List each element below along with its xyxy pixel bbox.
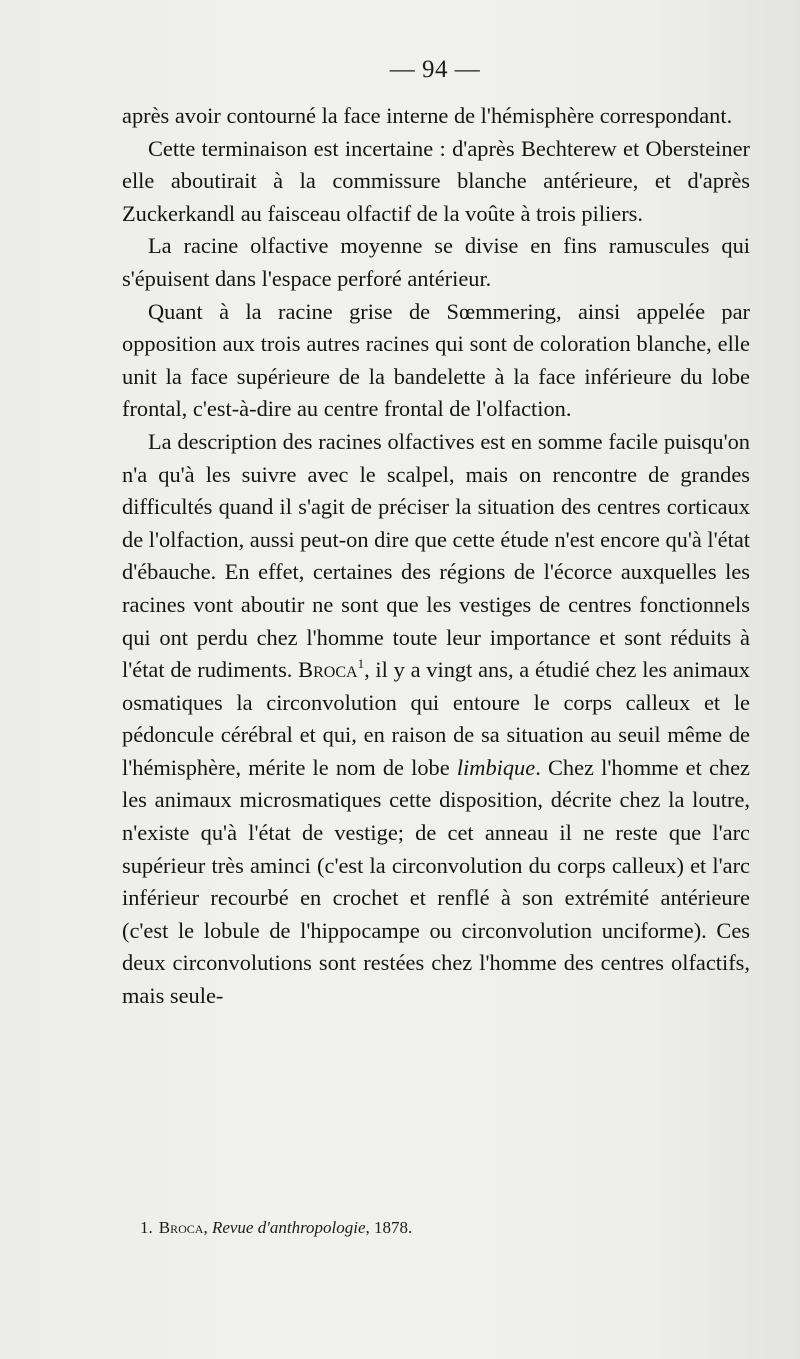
page-number: — 94 — xyxy=(389,56,481,83)
footnote-year: , 1878. xyxy=(365,1218,413,1237)
footnote-author: Broca xyxy=(158,1218,204,1237)
author-broca: Broca xyxy=(298,657,358,683)
footnote-separator: , xyxy=(203,1218,212,1237)
paragraph-2: Cette terminaison est incertaine : d'après Bechterew et Obersteiner elle aboutirait à la commissure blanche antérieure, et d'après Zuckerkandl au faisceau olfactif de la voûte à trois piliers. xyxy=(122,135,750,226)
paragraph-5-part-2: , il y a vingt ans, a étudié chez les animaux osmatiques la circonvolution qui entoure le corps calleux et le pédoncule cérébral et qui, en raison de sa situation au seuil même de l'hémisphère, mérite le nom de lobe xyxy=(122,657,751,780)
italic-term-limbique: limbique xyxy=(456,754,536,780)
footnote xyxy=(140,1218,720,1238)
paragraph-1: après avoir contourné la face interne de l'hémisphère correspondant. xyxy=(122,103,733,128)
paragraph-5 xyxy=(122,426,750,1013)
paragraph-3: La racine olfactive moyenne se divise en fins ramuscules qui s'épuisent dans l'espace perforé antérieur. xyxy=(122,233,750,291)
paragraph-5-part-1: La description des racines olfactives est en somme facile puisqu'on n'a qu'à les suivre avec le scalpel, mais on rencontre de grandes difficultés quand il s'agit de préciser la situation des centres corticaux de l'olfaction, aussi peut-on dire que cette étude n'est encore qu'à l'état d'ébauche. En effet, certaines des régions de l'écorce auxquelles les racines vont aboutir ne sont que les vestiges de centres fonctionnels qui ont perdu chez l'homme toute leur importance et sont réduits à l'état de rudiments. xyxy=(122,428,750,683)
footnote-reference[interactable]: 1 xyxy=(357,656,365,672)
footnote-number: 1. xyxy=(140,1218,153,1237)
footnote-title: Revue d'anthropologie xyxy=(211,1218,366,1237)
paragraph-4: Quant à la racine grise de Sœmmering, ainsi appelée par opposition aux trois autres racines qui sont de coloration blanche, elle unit la face supérieure de la bandelette à la face inférieure du lobe frontal, c'est-à-dire au centre frontal de l'olfaction. xyxy=(122,298,750,422)
body-text xyxy=(122,100,750,1013)
paragraph-5-part-3: . Chez l'homme et chez les animaux microsmatiques cette disposition, décrite chez la loutre, n'existe qu'à l'état de vestige; de cet anneau il ne reste que l'arc supérieur très aminci (c'est la circonvolution du corps calleux) et l'arc inférieur recourbé en crochet et renflé à son extrémité antérieure (c'est le lobule de l'hippocampe ou circonvolution unciforme). Ces deux circonvolutions sont restées chez l'homme des centres olfactifs, mais seule- xyxy=(122,754,750,1009)
